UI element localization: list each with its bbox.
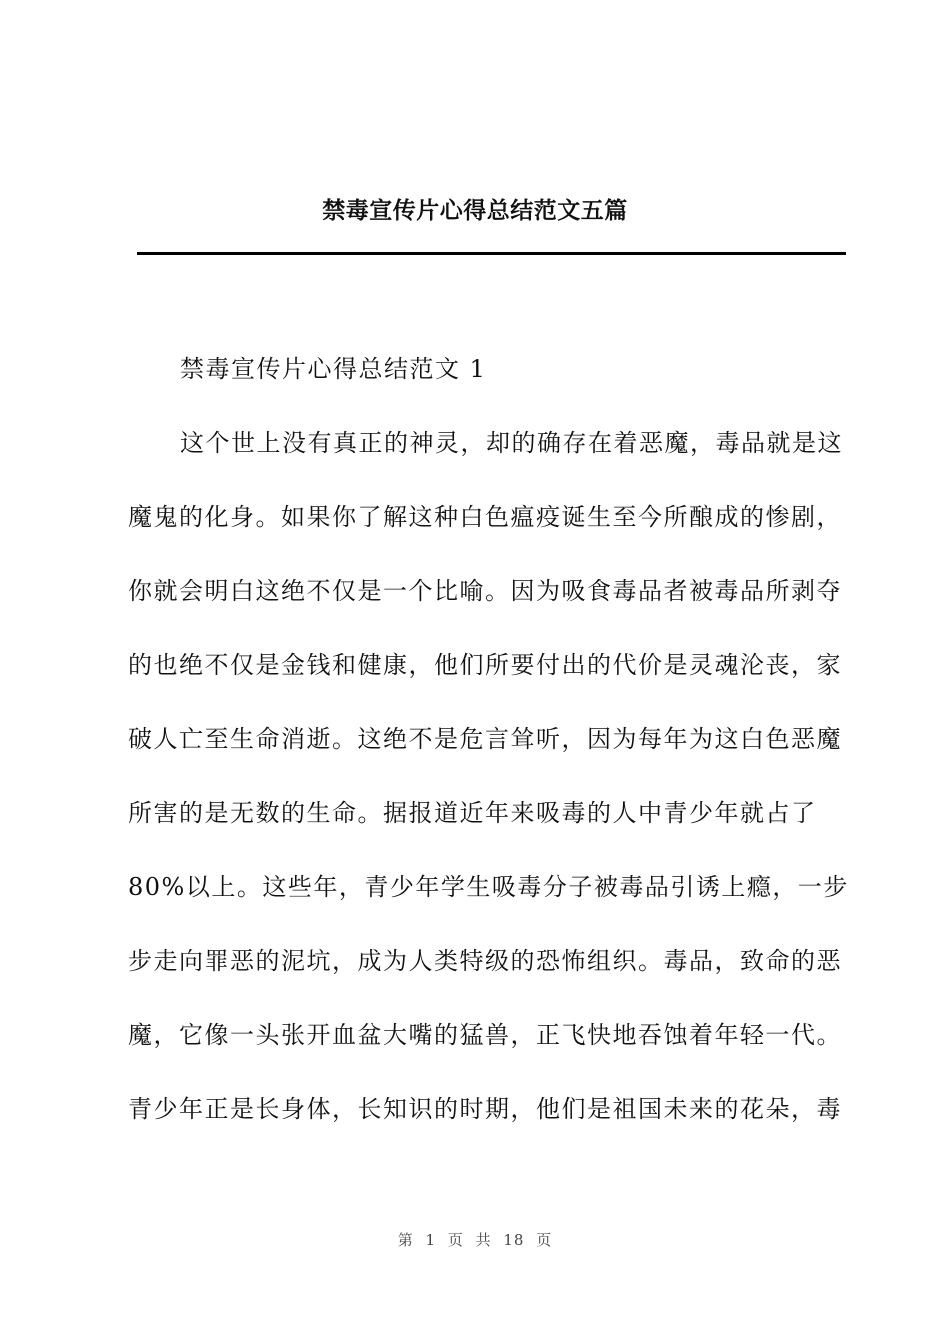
paragraph-line: 魔鬼的化身。如果你了解这种白色瘟疫诞生至今所酿成的惨剧， — [128, 503, 842, 531]
document-title: 禁毒宣传片心得总结范文五篇 — [322, 197, 628, 224]
paragraph-line: 破人亡至生命消逝。这绝不是危言耸听，因为每年为这白色恶魔 — [128, 725, 842, 753]
section-heading: 禁毒宣传片心得总结范文 1 — [180, 355, 487, 383]
document-body — [128, 352, 849, 1166]
paragraph-line: 所害的是无数的生命。据报道近年来吸毒的人中青少年就占了 — [128, 799, 817, 827]
paragraph-line: 这个世上没有真正的神灵，却的确存在着恶魔，毒品就是这 — [180, 429, 843, 457]
paragraph-line: 80%以上。这些年，青少年学生吸毒分子被毒品引诱上瘾，一步 — [128, 873, 849, 901]
paragraph-line: 青少年正是长身体，长知识的时期，他们是祖国未来的花朵，毒 — [128, 1095, 842, 1123]
paragraph-line: 的也绝不仅是金钱和健康，他们所要付出的代价是灵魂沦丧，家 — [128, 651, 842, 679]
paragraph-line: 你就会明白这绝不仅是一个比喻。因为吸食毒品者被毒品所剥夺 — [128, 577, 842, 605]
paragraph-line: 步走向罪恶的泥坑，成为人类特级的恐怖组织。毒品，致命的恶 — [128, 947, 842, 975]
paragraph-line: 魔，它像一头张开血盆大嘴的猛兽，正飞快地吞蚀着年轻一代。 — [128, 1021, 842, 1049]
title-underline-rule — [137, 252, 846, 255]
page-number-footer: 第 1 页 共 18 页 — [397, 1231, 553, 1249]
